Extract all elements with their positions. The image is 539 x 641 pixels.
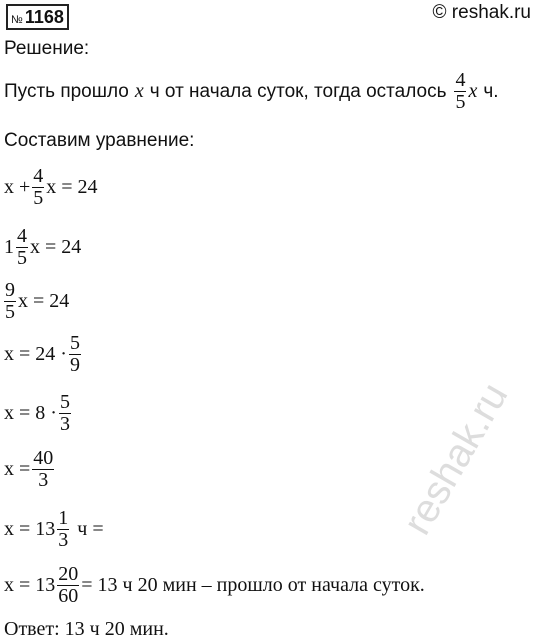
eq1-left: x + [4,176,31,198]
solution-heading: Решение: [4,38,90,59]
eq5-left: x = 8 · [4,402,57,424]
site-credit: © reshak.ru [432,2,531,23]
eq8-den: 60 [58,585,79,607]
eq4-fraction [69,333,81,376]
problem-number: 1168 [24,7,64,27]
eq1-num: 4 [33,165,44,187]
intro-fraction [454,70,466,113]
eq7-num: 1 [58,507,69,529]
equation-line-3 [2,280,69,323]
eq5-num: 5 [59,391,70,413]
equation-line-2 [4,226,81,269]
equation-line-4 [4,333,83,376]
number-sign: № [11,14,23,26]
reshak-watermark: reshak.ru [395,375,517,542]
fraction-numerator: 4 [455,69,466,91]
eq8-right: = 13 ч 20 мин – прошло от начала суток. [81,574,425,596]
intro-var2: x [468,80,478,102]
eq8-left: x = 13 [4,574,56,596]
eq7-right: ч = [77,518,104,540]
eq3-num: 9 [5,279,15,301]
eq1-den: 5 [33,187,44,209]
eq2-den: 5 [17,247,27,269]
eq8-fraction [57,564,79,607]
eq6-fraction [32,448,54,491]
answer-line: Ответ: 13 ч 20 мин. [4,618,169,640]
intro-mid: ч от начала суток, тогда осталось [149,80,447,102]
eq3-right: x = 24 [18,290,70,312]
eq4-num: 5 [69,332,80,354]
eq2-fraction [16,226,28,269]
intro-post: ч. [483,80,499,102]
eq5-fraction [59,392,71,435]
eq6-den: 3 [38,469,49,491]
eq2-num: 4 [17,225,27,247]
eq6-num: 40 [33,447,54,469]
eq2-whole: 1 [4,236,14,258]
eq2-right: x = 24 [30,236,82,258]
eq3-fraction [4,280,16,323]
eq4-den: 9 [69,354,80,376]
equation-line-5 [4,392,73,435]
problem-number-badge [6,4,69,30]
equation-line-7 [4,508,104,551]
compose-text: Составим уравнение: [4,130,195,151]
eq7-fraction [57,508,69,551]
eq1-right: x = 24 [46,176,98,198]
equation-line-8 [4,564,425,607]
eq7-den: 3 [58,529,69,551]
eq7-left: x = 13 [4,518,56,540]
eq8-num: 20 [58,563,79,585]
equation-line-1 [4,166,98,209]
eq5-den: 3 [59,413,70,435]
intro-pre: Пусть прошло [4,80,129,102]
equation-line-6 [4,448,56,491]
intro-var: x [134,80,144,102]
eq4-left: x = 24 · [4,343,67,365]
fraction-denominator: 5 [455,91,466,113]
eq3-den: 5 [5,301,15,323]
eq6-left: x = [4,458,31,480]
eq1-fraction [32,166,44,209]
intro-line [4,70,499,113]
